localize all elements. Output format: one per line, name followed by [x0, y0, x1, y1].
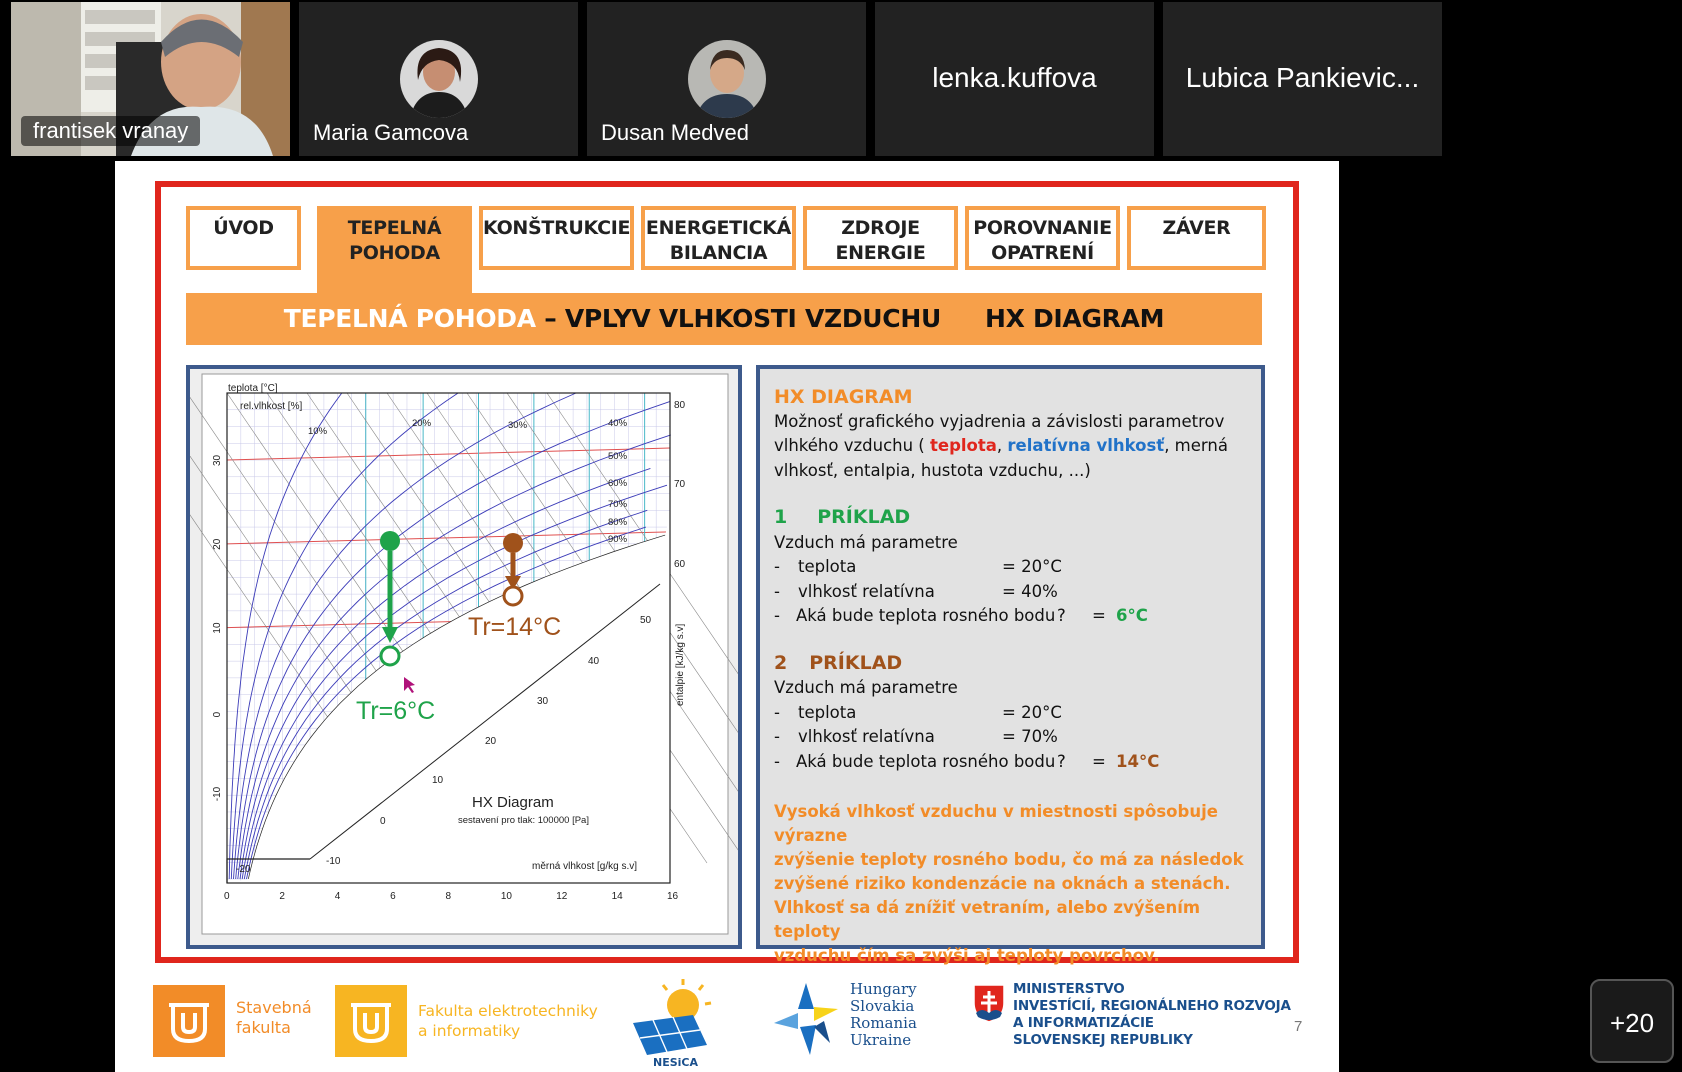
- example2-title: PRÍKLAD: [809, 651, 903, 674]
- example1-row: [774, 555, 1247, 580]
- hx-rh-tick: 10%: [308, 426, 328, 437]
- intro-line: vlhkosť, entalpia, hustota vzduchu, ...): [774, 460, 1091, 480]
- participant-tile[interactable]: [1163, 2, 1442, 156]
- row-dash: -: [774, 557, 780, 576]
- example2-answer: 14°C: [1116, 751, 1160, 771]
- example2-lead: Vzduch má parametre: [774, 678, 958, 697]
- hx-enthalpy-tick: 20: [485, 736, 497, 747]
- example1-title: PRÍKLAD: [817, 506, 911, 528]
- panel-heading: HX DIAGRAM: [774, 386, 913, 408]
- hx-rh-tick: 30%: [508, 420, 528, 431]
- row-dash: -: [774, 606, 780, 625]
- hx-subtitle: sestavení pro tlak: 100000 [Pa]: [458, 815, 589, 826]
- nav-tab-uvod[interactable]: [186, 206, 301, 270]
- hsru-line: Romania: [850, 1014, 917, 1032]
- question-text: Aká bude teplota rosného bodu: [796, 606, 1056, 625]
- hsru-logo-mark: [770, 979, 842, 1059]
- ministry-logo-text: [1013, 981, 1291, 1049]
- avatar: [688, 40, 766, 118]
- hx-enthalpy-label: entalpie [kJ/kg s.v]: [675, 623, 686, 706]
- question-text: Aká bude teplota rosného bodu: [796, 751, 1056, 771]
- nav-tab-energeticka-bilancia[interactable]: [641, 206, 796, 270]
- question-eq: =: [1092, 606, 1106, 625]
- example1-heading: [774, 505, 1247, 531]
- example2-label: Tr=14°C: [468, 613, 562, 641]
- nav-label: ZÁVER: [1162, 217, 1231, 239]
- participant-name: Dusan Medved: [601, 120, 749, 145]
- hx-enthalpy-tick: -20: [236, 864, 251, 875]
- example1-label: Tr=6°C: [356, 697, 436, 725]
- hx-x-tick: 10: [500, 891, 512, 902]
- nav-label: ZDROJE: [841, 217, 920, 239]
- intro-text: , merná: [1164, 436, 1228, 455]
- hsru-logo-text: [850, 981, 917, 1049]
- hx-x-tick: 12: [556, 891, 568, 902]
- hx-x-tick: 6: [390, 891, 396, 902]
- row-label: teplota: [798, 557, 857, 576]
- nesica-logo: [623, 975, 723, 1067]
- warning-line: vzduchu čím sa zvýši aj teploty povrchov.: [774, 946, 1160, 965]
- svf-logo: [153, 985, 225, 1057]
- example1-dew-point: [381, 647, 399, 665]
- ministry-line: SLOVENSKEJ REPUBLIKY: [1013, 1032, 1193, 1048]
- example2-row: [774, 701, 1247, 726]
- example1-lead: Vzduch má parametre: [774, 532, 958, 552]
- svf-line: fakulta: [236, 1018, 291, 1037]
- question-mark: ?: [1057, 751, 1066, 771]
- hx-enthalpy-tick: -10: [326, 856, 341, 867]
- hx-rh-tick: 40%: [608, 418, 628, 429]
- example2-heading: [774, 651, 1247, 677]
- hx-x-label: měrná vlhkost [g/kg s.v]: [532, 861, 638, 872]
- nav-label: TEPELNÁ: [347, 217, 442, 239]
- fei-line: Fakulta elektrotechniky: [418, 1002, 598, 1020]
- hx-diagram: [190, 369, 738, 945]
- participant-tile[interactable]: [299, 2, 578, 156]
- hx-y-tick: -10: [212, 786, 223, 802]
- example1-row: [774, 580, 1247, 605]
- fei-line: a informatiky: [418, 1022, 521, 1040]
- hx-rh-tick: 20%: [412, 418, 432, 429]
- nav-tab-porovnanie-opatreni[interactable]: [965, 206, 1120, 270]
- row-value: = 20°C: [1002, 557, 1062, 576]
- nav-tab-konstrukcie[interactable]: [479, 206, 634, 270]
- hsru-line: Hungary: [850, 980, 917, 998]
- svf-logo-text: [236, 998, 312, 1038]
- hx-rh-tick: 50%: [608, 451, 628, 462]
- hx-x-tick: 4: [334, 891, 341, 902]
- warning-line: Vysoká vlhkosť vzduchu v miestnosti spôsobuje výrazne: [774, 802, 1218, 845]
- hx-x-tick: 0: [224, 891, 230, 902]
- row-value: = 20°C: [1002, 702, 1062, 722]
- hx-rh-label: rel.vlhkost [%]: [240, 401, 303, 412]
- hx-rh-tick: 90%: [608, 534, 628, 545]
- keyword-relativna-vlhkost: relatívna vlhkosť: [1007, 436, 1165, 455]
- row-value: = 70%: [1002, 727, 1058, 746]
- warning-line: Vlhkosť sa dá znížiť vetraním, alebo zvýšením teploty: [774, 898, 1201, 941]
- explanation-panel: [756, 365, 1265, 965]
- intro-text: vlhkého vzduchu (: [774, 436, 930, 455]
- example1-question: [774, 604, 1247, 629]
- nav-label: ENERGIE: [835, 242, 926, 264]
- participant-name: lenka.kuffova: [932, 62, 1097, 93]
- hx-x-tick: 14: [611, 891, 623, 902]
- ministry-line: INVESTÍCIÍ, REGIONÁLNEHO ROZVOJA: [1013, 998, 1291, 1014]
- hx-x-tick: 16: [667, 891, 679, 902]
- hsru-line: Slovakia: [850, 997, 915, 1015]
- hx-rh-tick: 70%: [608, 499, 628, 510]
- fei-logo-text: [418, 1001, 598, 1041]
- fei-logo-mark: [335, 985, 407, 1057]
- example1-start-point: [380, 531, 400, 551]
- row-dash: -: [774, 702, 780, 722]
- hx-y-tick: 10: [212, 622, 223, 634]
- row-dash: -: [774, 751, 780, 771]
- keyword-teplota: teplota: [930, 436, 997, 455]
- slide-frame: [155, 181, 1299, 963]
- nav-tab-tepelna-pohoda[interactable]: [317, 206, 472, 300]
- example2-dew-point: [504, 587, 522, 605]
- hx-y-tick: 30: [212, 454, 223, 467]
- example2-row: [774, 725, 1247, 750]
- nesica-label: NESiCA: [653, 1056, 698, 1067]
- slide-title-banner: [186, 293, 1262, 345]
- warning-line: zvýšenie teploty rosného bodu, čo má za následok: [774, 850, 1244, 869]
- row-label: vlhkosť relatívna: [798, 581, 935, 601]
- hx-right-tick: 70: [674, 479, 686, 490]
- intro-line: [774, 434, 1247, 459]
- nav-label: POHODA: [349, 242, 440, 264]
- nav-label: OPATRENÍ: [991, 242, 1094, 264]
- row-dash: -: [774, 727, 780, 746]
- row-value: = 40%: [1002, 581, 1058, 601]
- hx-y-tick: 0: [212, 711, 223, 718]
- row-label: vlhkosť relatívna: [798, 727, 935, 746]
- hx-enthalpy-tick: 40: [588, 656, 600, 667]
- hx-title: HX Diagram: [472, 794, 554, 811]
- warning-text: [774, 800, 1247, 968]
- more-participants-button[interactable]: +20: [1590, 979, 1674, 1063]
- nav-tab-zdroje-energie[interactable]: [803, 206, 958, 270]
- hx-rh-tick: 60%: [608, 478, 628, 489]
- banner-part3: HX DIAGRAM: [984, 304, 1165, 333]
- example2-start-point: [503, 533, 523, 553]
- nav-label: ÚVOD: [213, 217, 274, 239]
- hx-y-tick: 20: [212, 538, 223, 550]
- shared-slide: [115, 161, 1339, 1072]
- example2-question: [774, 750, 1247, 775]
- hx-diagram-panel: [186, 365, 742, 949]
- participant-name: frantisek vranay: [21, 116, 200, 146]
- nav-label: POROVNANIE: [973, 217, 1112, 239]
- example1-answer: 6°C: [1116, 606, 1148, 625]
- example1-number: 1: [774, 506, 788, 528]
- participant-tile[interactable]: [875, 2, 1154, 156]
- banner-part1: TEPELNÁ POHODA: [283, 304, 536, 333]
- fei-logo: [335, 985, 407, 1057]
- slovak-coat-of-arms-icon: [972, 983, 1006, 1023]
- hx-rh-tick: 80%: [608, 517, 628, 528]
- avatar: [400, 40, 478, 118]
- intro-line: Možnosť grafického vyjadrenia a závislosti parametrov: [774, 411, 1225, 431]
- row-dash: -: [774, 581, 780, 601]
- hx-enthalpy-tick: 10: [432, 775, 444, 786]
- ministry-line: A INFORMATIZÁCIE: [1013, 1015, 1154, 1031]
- ministry-line: MINISTERSTVO: [1013, 981, 1125, 997]
- row-label: teplota: [798, 702, 857, 722]
- question-mark: ?: [1057, 606, 1066, 625]
- nav-tab-zaver[interactable]: [1127, 206, 1266, 270]
- svf-line: Stavebná: [236, 998, 312, 1017]
- hx-right-tick: 60: [674, 559, 686, 570]
- hx-x-tick: 8: [445, 891, 452, 902]
- hx-enthalpy-tick: 0: [380, 816, 386, 827]
- participant-tile-video[interactable]: [11, 2, 290, 156]
- example2-number: 2: [774, 651, 788, 674]
- page-number: 7: [1294, 1018, 1303, 1035]
- participant-name: Lubica Pankievic...: [1185, 62, 1420, 93]
- intro-comma: ,: [996, 436, 1008, 455]
- nav-label: BILANCIA: [669, 242, 768, 264]
- nav-label: ENERGETICKÁ: [645, 217, 792, 239]
- svf-logo-mark: [153, 985, 225, 1057]
- participant-name: Maria Gamcova: [313, 120, 469, 145]
- hsru-line: Ukraine: [850, 1031, 912, 1049]
- banner-part2: – VPLYV VLHKOSTI VZDUCHU: [535, 304, 941, 333]
- hx-enthalpy-tick: 30: [537, 696, 549, 707]
- hx-y-label: teplota [°C]: [228, 383, 278, 394]
- hx-enthalpy-tick: 50: [640, 615, 652, 626]
- question-eq: =: [1092, 751, 1106, 771]
- hx-x-tick: 2: [279, 891, 285, 902]
- participant-tile[interactable]: [587, 2, 866, 156]
- nav-label: KONŠTRUKCIE: [483, 217, 631, 239]
- hx-right-tick: 80: [674, 400, 686, 411]
- warning-line: zvýšené riziko kondenzácie na oknách a stenách.: [774, 874, 1231, 893]
